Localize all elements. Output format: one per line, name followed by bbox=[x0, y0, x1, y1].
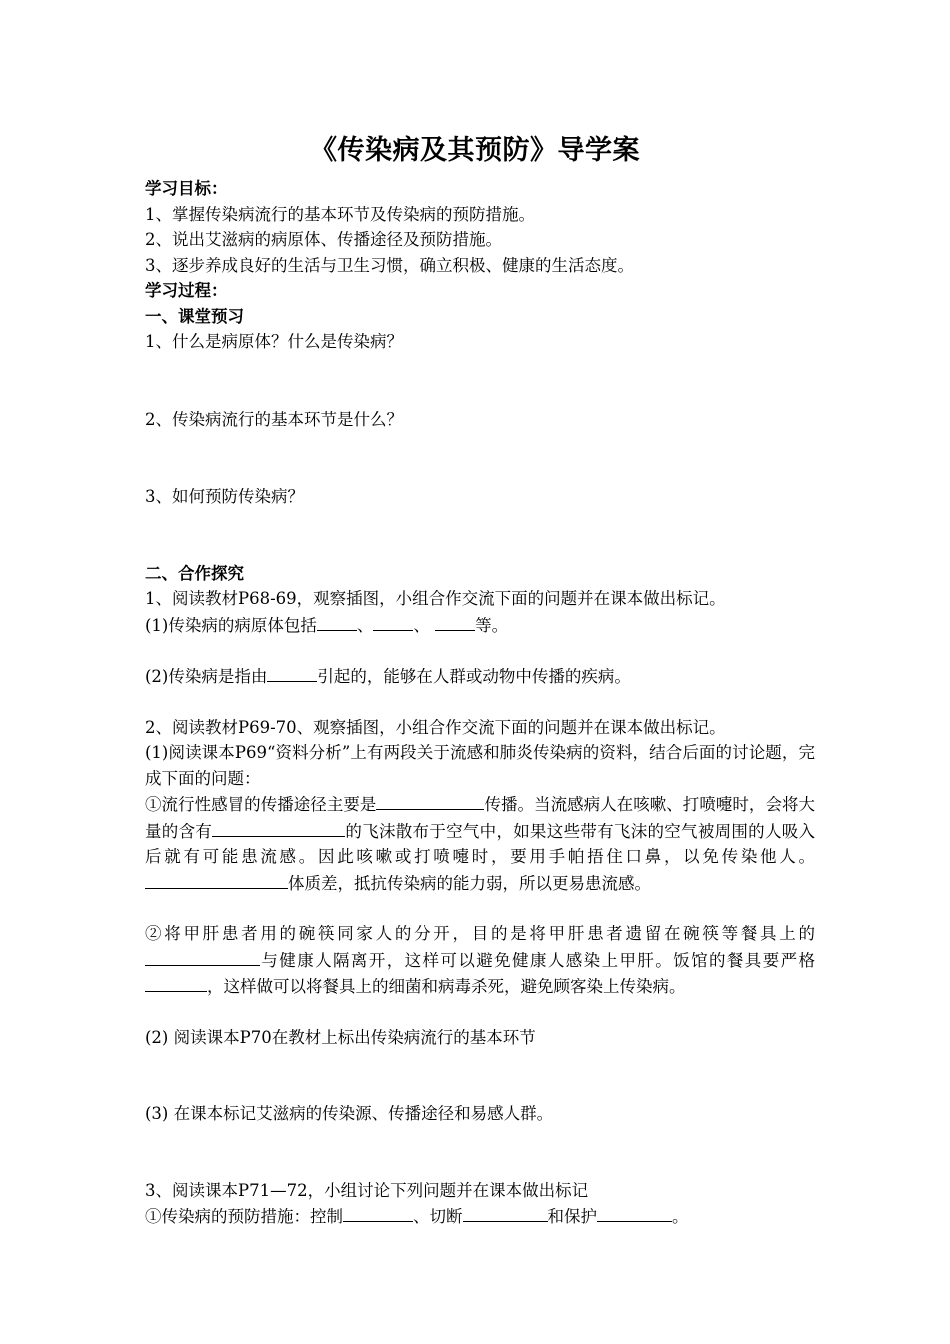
objectives-heading: 学习目标： bbox=[145, 179, 228, 198]
answer-blank[interactable] bbox=[343, 1203, 413, 1222]
explore-heading: 二、合作探究 bbox=[145, 563, 244, 583]
answer-blank[interactable] bbox=[435, 612, 475, 631]
task2-case-1: ①流行性感冒的传播途径主要是 传播。当流感病人在咳嗽、打喷嚏时，会将大量的含有 的飞沫散布于空气中，如果这些带有飞沫的空气被周围的人吸入后就有可能患流感。因此咳嗽或打喷嚏时，要用手帕捂住口鼻，以免传染他人。体质差，抵抗传染病的能力弱，所以更易患流感。 bbox=[145, 791, 815, 896]
task1-intro: 1、阅读教材P68-69，观察插图，小组合作交流下面的问题并在课本做出标记。 bbox=[145, 589, 726, 608]
answer-blank[interactable] bbox=[267, 663, 317, 682]
answer-blank[interactable] bbox=[597, 1203, 672, 1222]
task3-intro: 3、阅读课本P71—72，小组讨论下列问题并在课本做出标记 bbox=[145, 1180, 589, 1200]
objective-item: 3、逐步养成良好的生活与卫生习惯，确立积极、健康的生活态度。 bbox=[145, 255, 634, 275]
task3-measures: ①传染病的预防措施：控制 、切断 和保护 。 bbox=[145, 1203, 815, 1230]
document-body bbox=[145, 176, 815, 1230]
objective-item: 1、掌握传染病流行的基本环节及传染病的预防措施。 bbox=[145, 204, 535, 224]
answer-blank[interactable] bbox=[463, 1203, 548, 1222]
answer-blank[interactable] bbox=[373, 612, 413, 631]
preview-question: 1、什么是病原体？什么是传染病？ bbox=[145, 332, 403, 351]
task2-intro: 2、阅读教材P69-70、观察插图，小组合作交流下面的问题并在课本做出标记。 bbox=[145, 717, 726, 737]
preview-question: 3、如何预防传染病？ bbox=[145, 487, 304, 506]
answer-blank[interactable] bbox=[145, 973, 207, 992]
task2-sub-2: (2) 阅读课本P70在教材上标出传染病流行的基本环节 bbox=[145, 1027, 536, 1047]
answer-blank[interactable] bbox=[317, 612, 357, 631]
document-title: 《传染病及其预防》导学案 bbox=[310, 135, 640, 166]
answer-blank[interactable] bbox=[212, 818, 345, 837]
process-heading: 学习过程： bbox=[145, 281, 228, 300]
preview-heading: 一、课堂预习 bbox=[145, 306, 244, 326]
task2-case-2: ②将甲肝患者用的碗筷同家人的分开，目的是将甲肝患者遗留在碗筷等餐具上的与健康人隔离开，这样可以避免健康人感染上甲肝。饭馆的餐具要严格，这样做可以将餐具上的细菌和病毒杀死，避免顾客染上传染病。 bbox=[145, 924, 815, 996]
task1-question-1: (1)传染病的病原体包括 、 、 等。 bbox=[145, 612, 815, 639]
objective-item: 2、说出艾滋病的病原体、传播途径及预防措施。 bbox=[145, 230, 502, 249]
task2-sub-1: (1)阅读课本P69“资料分析”上有两段关于流感和肺炎传染病的资料，结合后面的讨论题，完成下面的问题： bbox=[145, 743, 815, 788]
answer-blank[interactable] bbox=[145, 870, 288, 889]
answer-blank[interactable] bbox=[145, 947, 260, 966]
task1-question-2: (2)传染病是指由 引起的，能够在人群或动物中传播的疾病。 bbox=[145, 663, 815, 690]
preview-question: 2、传染病流行的基本环节是什么？ bbox=[145, 409, 403, 429]
task2-sub-3: (3) 在课本标记艾滋病的传染源、传播途径和易感人群。 bbox=[145, 1104, 554, 1123]
answer-blank[interactable] bbox=[376, 791, 484, 810]
